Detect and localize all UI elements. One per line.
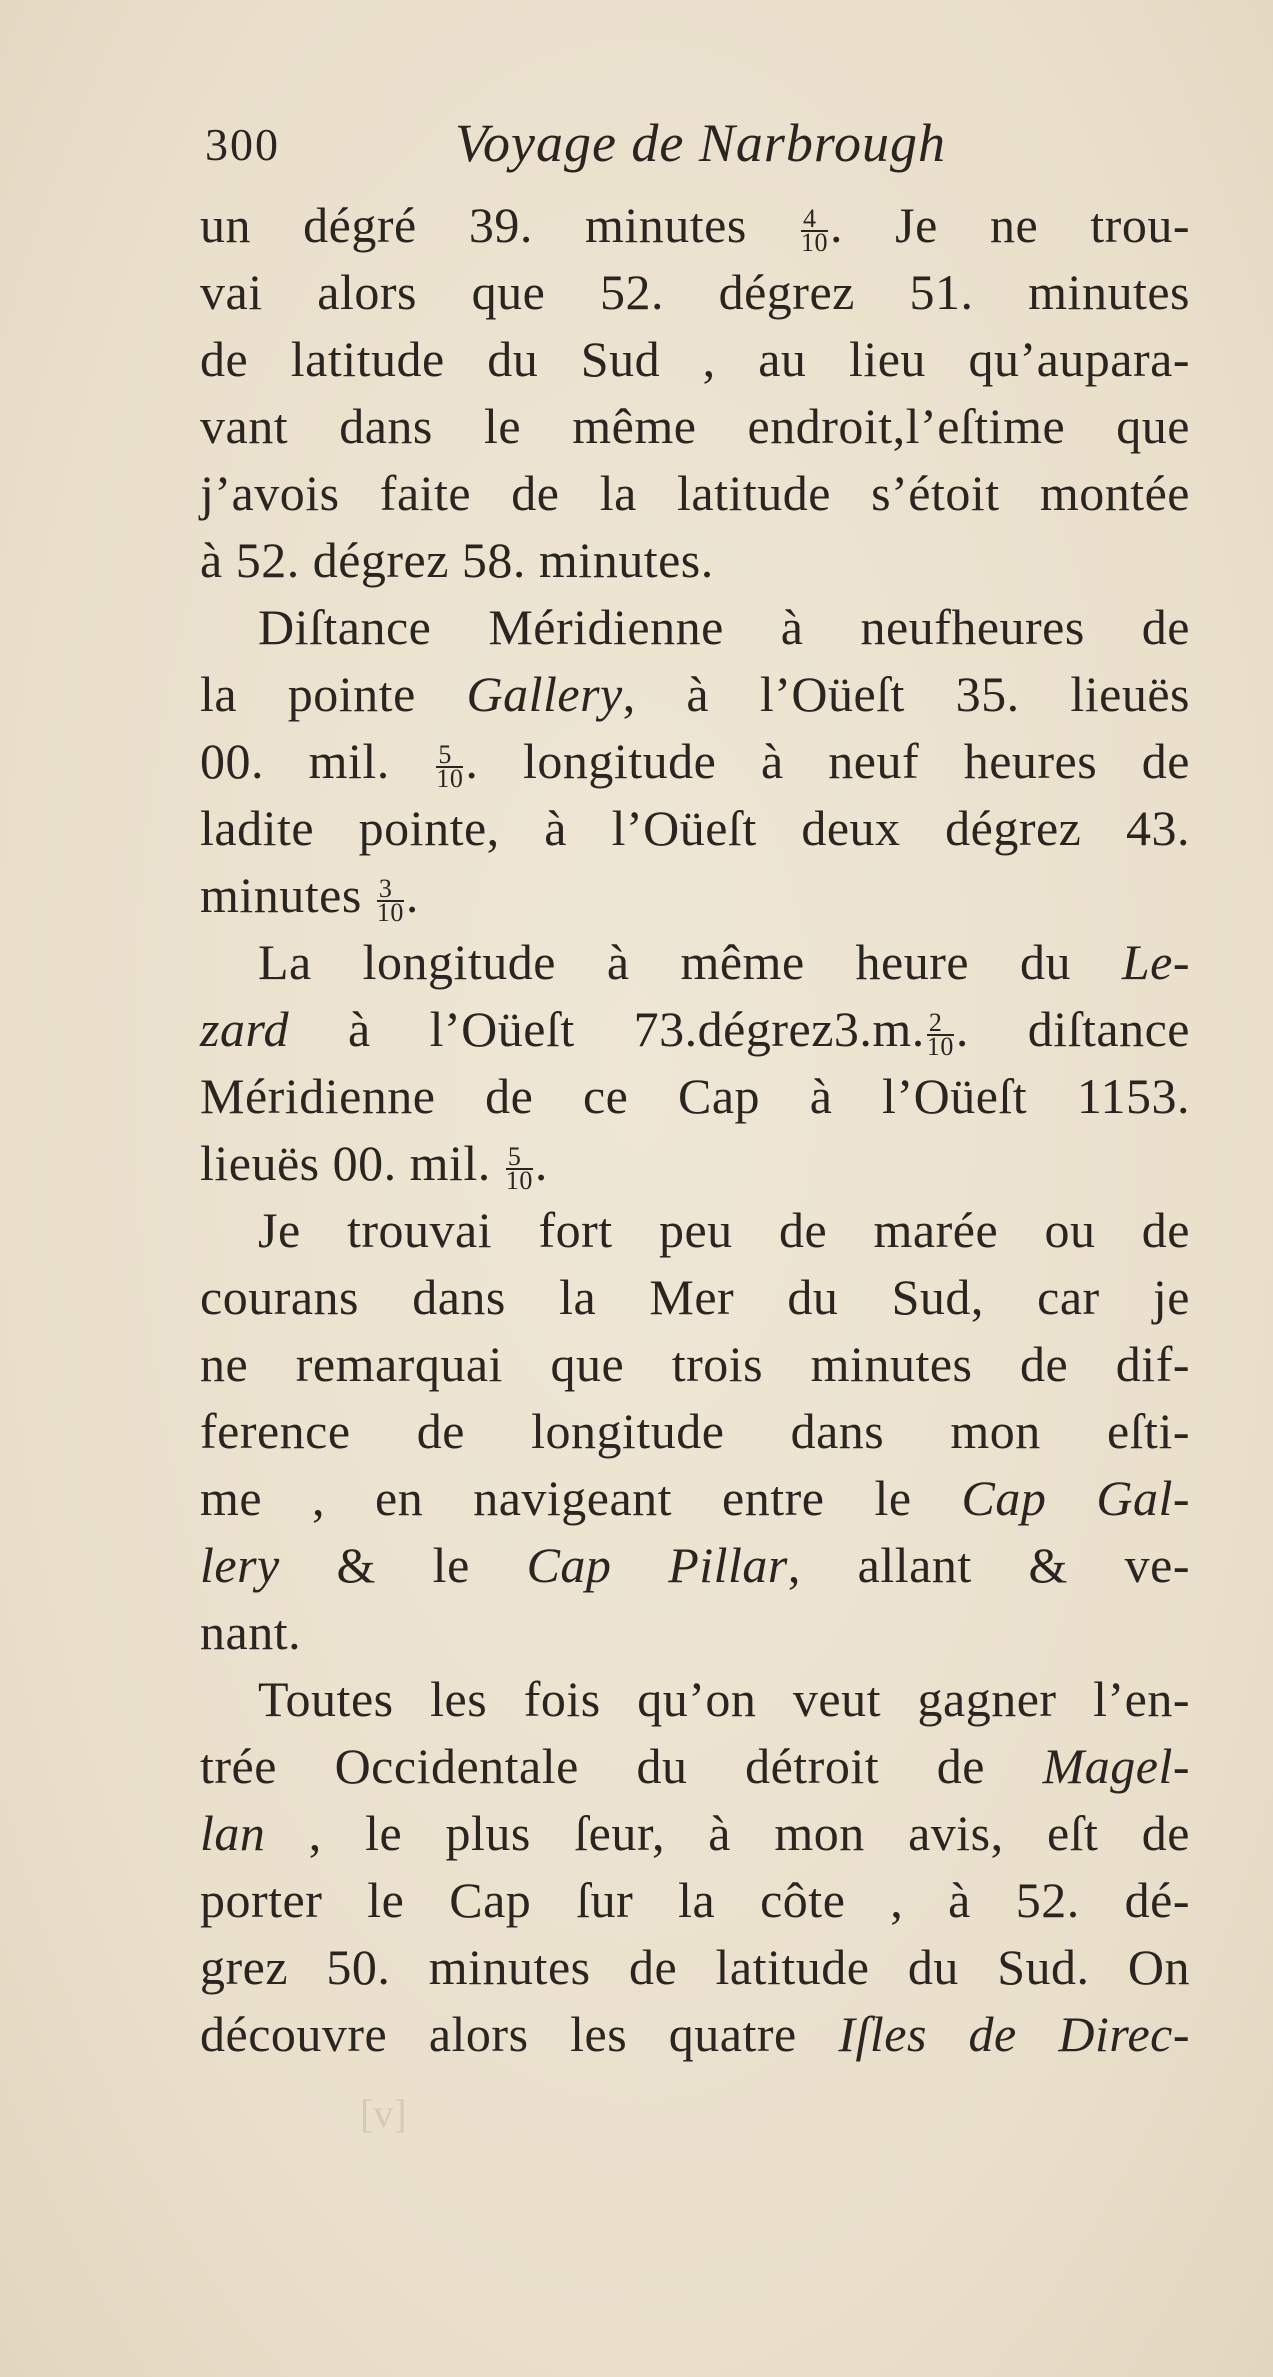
text-run: . Je ne trou- (829, 197, 1190, 253)
text-run: minutes (200, 867, 375, 923)
text-line (200, 1934, 1190, 2001)
italic-run: Cap Gal- (961, 1470, 1190, 1526)
text-run: à l’Oüeſt 73.dégrez3.m. (289, 1001, 925, 1057)
text-run: ference de longitude dans mon eſti- (200, 1403, 1190, 1459)
text-run: . (534, 1135, 548, 1191)
text-run: la pointe (200, 666, 467, 722)
text-line (200, 1733, 1190, 1800)
page-header (205, 113, 1185, 198)
fraction (436, 739, 464, 793)
italic-run: Gallery (466, 666, 623, 722)
text-line (200, 1063, 1190, 1130)
text-run: Méridienne de ce Cap à l’Oüeſt 1153. (200, 1068, 1190, 1124)
text-run: , le plus ſeur, à mon avis, eſt de (265, 1805, 1190, 1861)
italic-run: lan (200, 1805, 266, 1861)
fraction-numerator: 3 (377, 878, 404, 902)
text-run: ne remarquai que trois minutes de dif- (200, 1336, 1190, 1392)
text-run: & le (279, 1537, 527, 1593)
text-run: vant dans le même endroit,l’eſtime que (200, 398, 1190, 454)
text-line (200, 1867, 1190, 1934)
text-run: La longitude à même heure du (258, 934, 1122, 990)
page-number: 300 (205, 119, 280, 170)
text-run: trée Occidentale du détroit de (200, 1738, 1043, 1794)
text-line (200, 1532, 1190, 1599)
text-run: . (405, 867, 419, 923)
text-line (200, 393, 1190, 460)
text-run: . longitude à neuf heures de (465, 733, 1190, 789)
text-line (200, 259, 1190, 326)
text-run: porter le Cap ſur la côte , à 52. dé- (200, 1872, 1190, 1928)
text-line (200, 795, 1190, 862)
text-line (200, 1398, 1190, 1465)
text-line (200, 460, 1190, 527)
text-run: j’avois faite de la latitude s’étoit montée (200, 465, 1190, 521)
text-run: Toutes les fois qu’on veut gagner l’en- (258, 1671, 1190, 1727)
fraction-numerator: 5 (436, 744, 463, 768)
italic-run: lery (200, 1537, 280, 1593)
text-line (200, 594, 1190, 661)
fraction-denominator: 10 (376, 897, 404, 927)
text-run: Je trouvai fort peu de marée ou de (258, 1202, 1190, 1258)
text-run: un dégré 39. minutes (200, 197, 799, 253)
text-run: lieuës 00. mil. (200, 1135, 504, 1191)
fraction (926, 1007, 954, 1061)
italic-run: zard (200, 1001, 290, 1057)
text-line (200, 1599, 1190, 1666)
text-run: découvre alors les quatre (200, 2006, 839, 2062)
text-run: , allant & ve- (787, 1537, 1191, 1593)
text-run: 00. mil. (200, 733, 435, 789)
text-line (200, 2001, 1190, 2068)
text-line (200, 1465, 1190, 1532)
text-line (200, 661, 1190, 728)
text-run: de latitude du Sud , au lieu qu’aupara- (200, 331, 1190, 387)
text-run: , à l’Oüeſt 35. lieuës (622, 666, 1190, 722)
text-line (200, 862, 1190, 929)
text-run: ladite pointe, à l’Oüeſt deux dégrez 43. (200, 800, 1190, 856)
fraction-numerator: 4 (801, 208, 828, 232)
fraction-denominator: 10 (926, 1031, 954, 1061)
text-line (200, 192, 1190, 259)
text-line (200, 728, 1190, 795)
text-line (200, 1331, 1190, 1398)
fraction (376, 873, 404, 927)
bleed-through-mark: [v] (360, 2091, 407, 2136)
fraction-denominator: 10 (800, 227, 828, 257)
text-line (200, 1130, 1190, 1197)
text-line (200, 996, 1190, 1063)
fraction-denominator: 10 (436, 763, 464, 793)
text-run: nant. (200, 1604, 302, 1660)
running-title: Voyage de Narbrough (455, 113, 946, 173)
text-line (200, 1666, 1190, 1733)
fraction (505, 1141, 533, 1195)
text-line (200, 929, 1190, 996)
text-run: me , en navigeant entre le (200, 1470, 962, 1526)
fraction-numerator: 5 (506, 1146, 533, 1170)
fraction-numerator: 2 (927, 1012, 954, 1036)
text-line (200, 527, 1190, 594)
italic-run: Le- (1121, 934, 1190, 990)
text-run: vai alors que 52. dégrez 51. minutes (200, 264, 1190, 320)
text-line (200, 1264, 1190, 1331)
text-run: grez 50. minutes de latitude du Sud. On (200, 1939, 1190, 1995)
italic-run: Magel- (1042, 1738, 1190, 1794)
text-run: Diſtance Méridienne à neufheures de (258, 599, 1190, 655)
italic-run: Cap Pillar (526, 1537, 788, 1593)
text-run: . diſtance (955, 1001, 1190, 1057)
fraction (800, 203, 828, 257)
body-text (200, 192, 1190, 2068)
text-line (200, 1197, 1190, 1264)
italic-run: Iſles de Direc- (838, 2006, 1191, 2062)
fraction-denominator: 10 (505, 1165, 533, 1195)
text-line (200, 326, 1190, 393)
text-run: courans dans la Mer du Sud, car je (200, 1269, 1190, 1325)
text-line (200, 1800, 1190, 1867)
text-run: à 52. dégrez 58. minutes. (200, 532, 714, 588)
